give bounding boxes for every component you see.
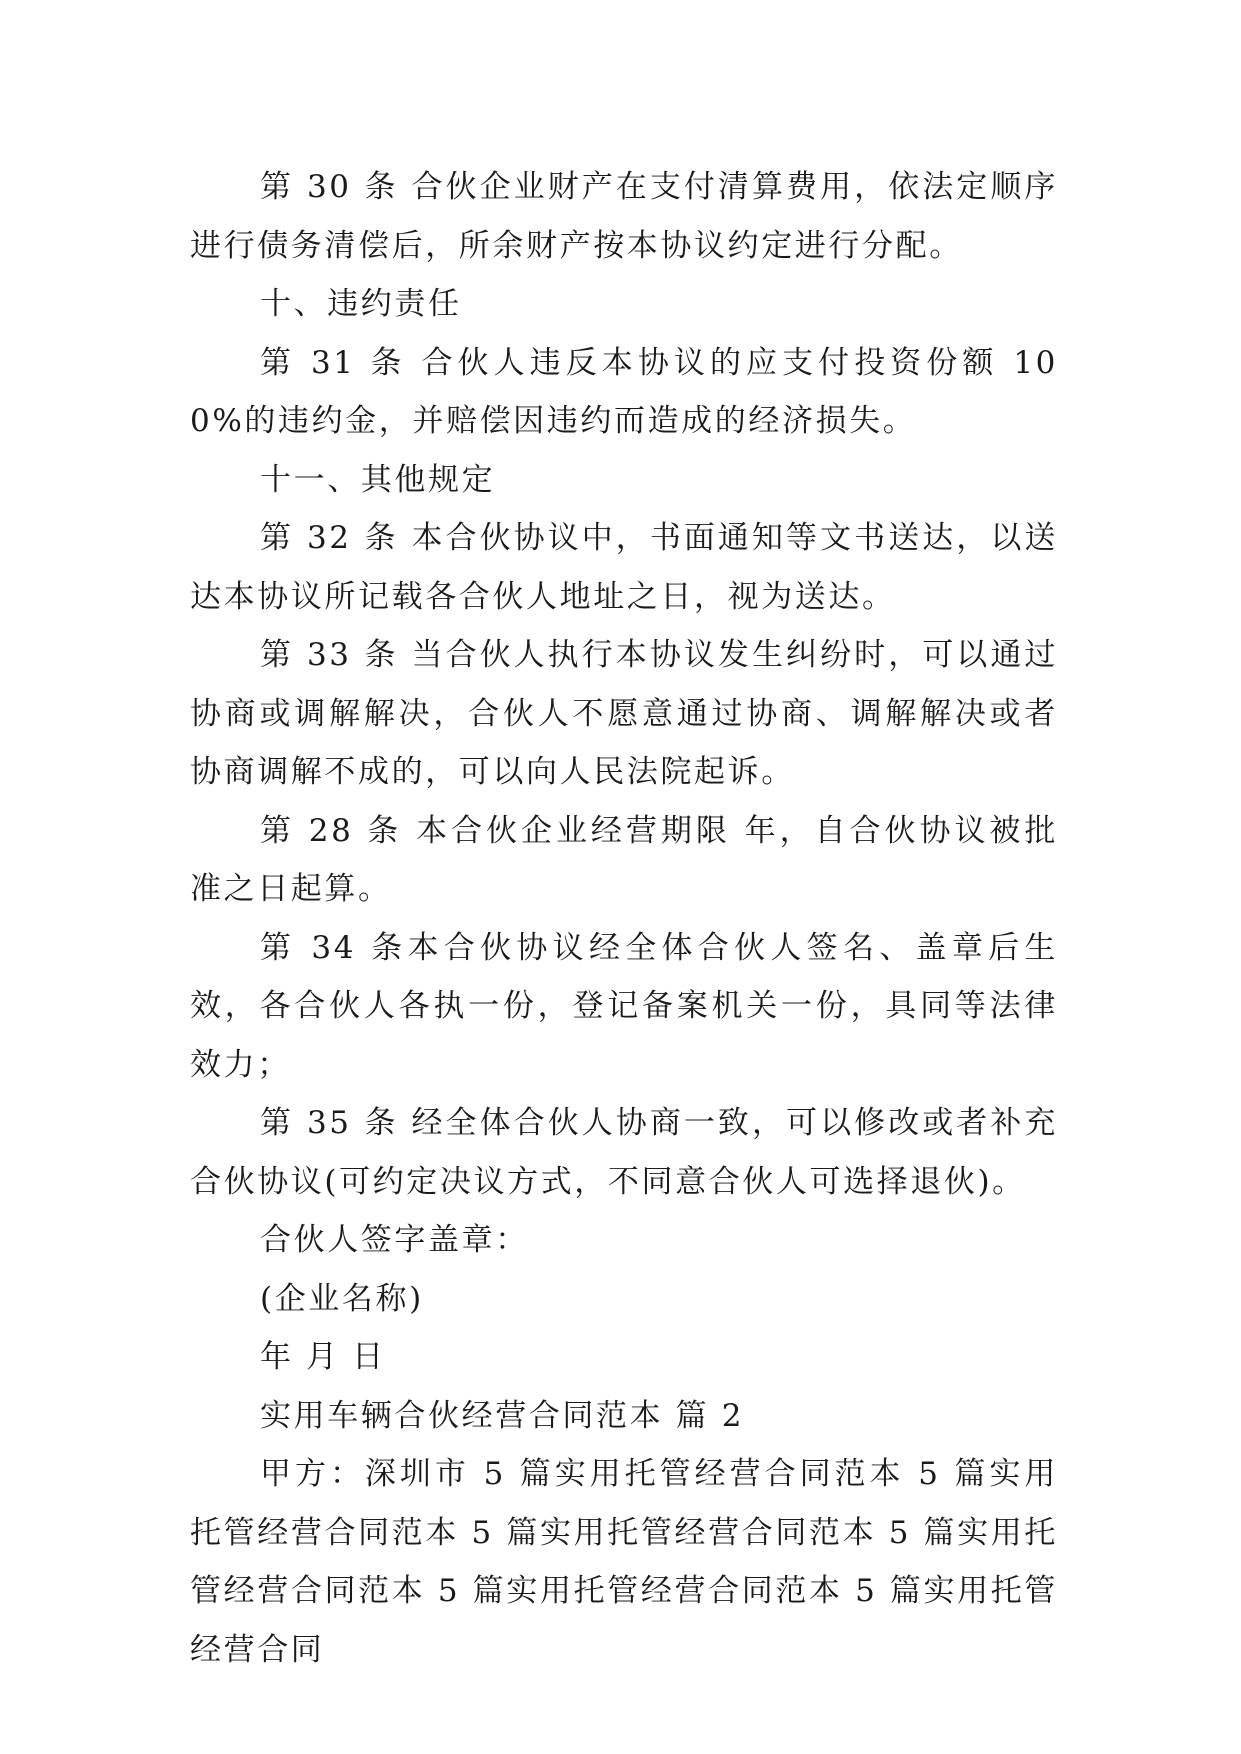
article-28-paragraph: 第 28 条 本合伙企业经营期限 年，自合伙协议被批准之日起算。 — [190, 812, 1058, 907]
signature-label: 合伙人签字盖章： — [260, 1222, 529, 1258]
article-33-paragraph: 第 33 条 当合伙人执行本协议发生纠纷时，可以通过协商或调解解决，合伙人不愿意通过协商、调解解决或者协商调解不成的，可以向人民法院起诉。 — [190, 637, 1058, 790]
article-34-paragraph: 第 34 条本合伙协议经全体合伙人签名、盖章后生效，各合伙人各执一份，登记备案机关一份，具同等法律效力； — [190, 929, 1058, 1083]
section-heading-breach-liability: 十、违约责任 — [260, 286, 462, 322]
article-31-paragraph: 第 31 条 合伙人违反本协议的应支付投资份额 100%的违约金，并赔偿因违约而造成的经济损失。 — [190, 344, 1058, 439]
article-35-paragraph: 第 35 条 经全体合伙人协商一致，可以修改或者补充合伙协议(可约定决议方式，不同意合伙人可选择退伙)。 — [190, 1105, 1058, 1200]
document-body — [190, 158, 1058, 1679]
party-a-paragraph: 甲方：深圳市 5 篇实用托管经营合同范本 5 篇实用托管经营合同范本 5 篇实用托管经营合同范本 5 篇实用托管经营合同范本 5 篇实用托管经营合同范本 5 篇实用托管经营合同 — [190, 1456, 1058, 1668]
section-heading-other-provisions: 十一、其他规定 — [260, 461, 496, 498]
section-title-part-2: 实用车辆合伙经营合同范本 篇 2 — [260, 1397, 745, 1434]
article-32-paragraph: 第 32 条 本合伙协议中，书面通知等文书送达，以送达本协议所记载各合伙人地址之日，视为送达。 — [190, 520, 1058, 615]
date-placeholder: 年 月 日 — [260, 1339, 386, 1375]
company-name-placeholder: (企业名称) — [260, 1280, 424, 1317]
article-30-paragraph: 第 30 条 合伙企业财产在支付清算费用，依法定顺序进行债务清偿后，所余财产按本协议约定进行分配。 — [190, 169, 1058, 264]
